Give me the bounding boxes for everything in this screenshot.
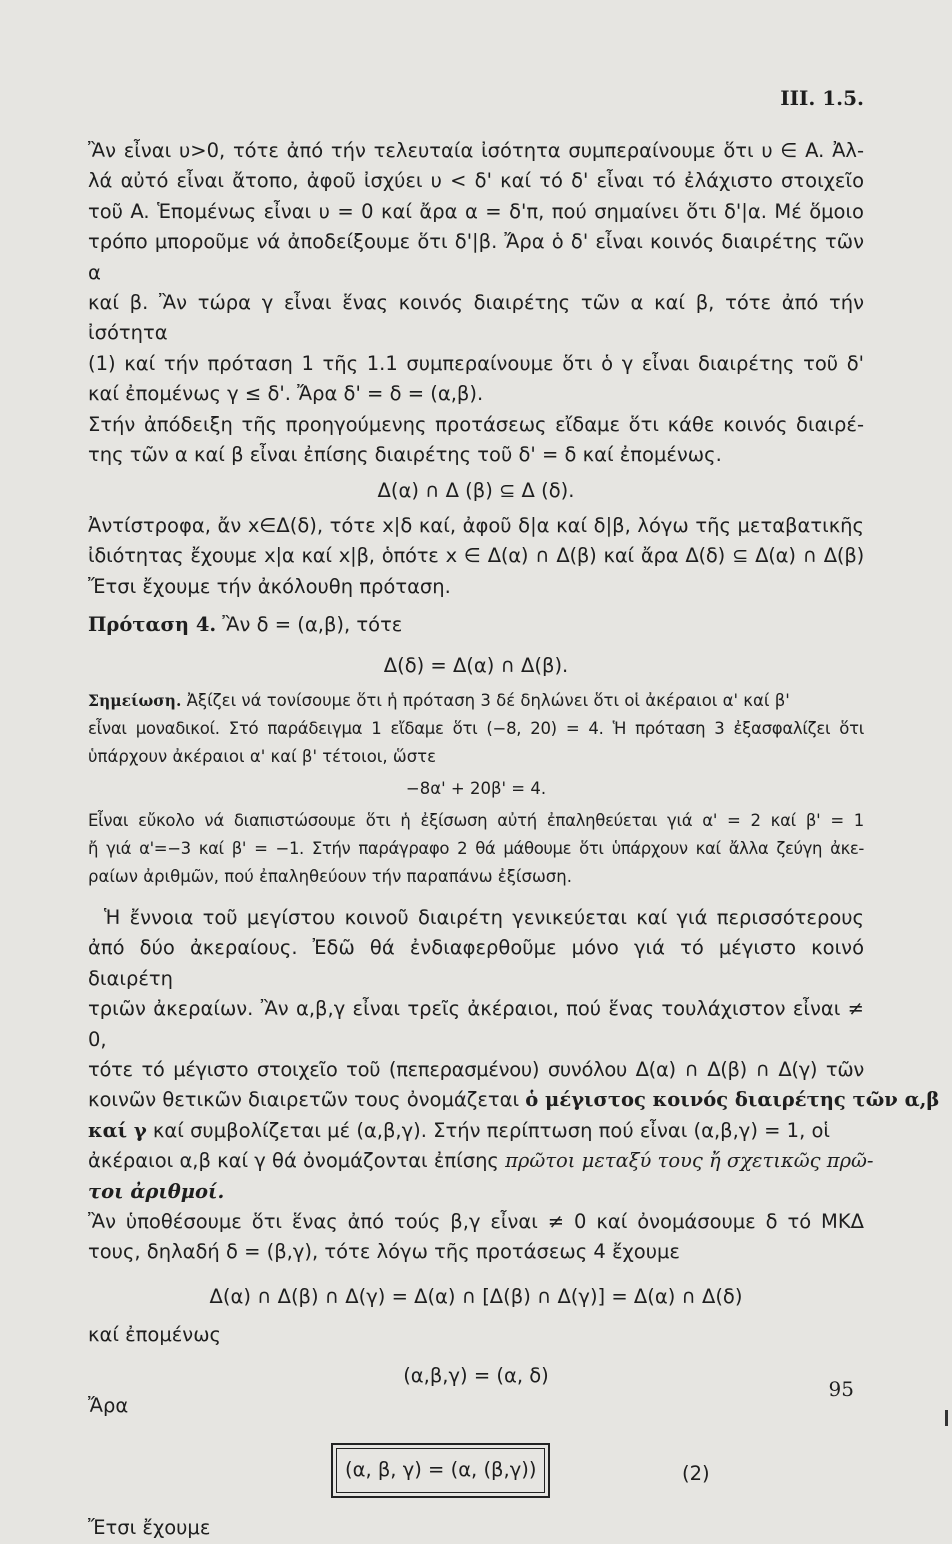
text-segment: ἀκέραιοι α,β καί γ θά ὀνομάζονται ἐπίσης xyxy=(88,1149,506,1173)
mkd-paragraph xyxy=(88,1207,864,1421)
section-header: III. 1.5. xyxy=(780,86,864,110)
note-line: εἶναι μοναδικοί. Στό παράδειγμα 1 εἴδαμε ὅτι (−8, 20) = 4. Ἡ πρόταση 3 ἐξασφαλίζει ὅτι xyxy=(88,718,864,738)
note-line xyxy=(88,687,864,715)
page-number: 95 xyxy=(828,1377,854,1401)
equation-number: (2) xyxy=(682,1462,710,1486)
text-line: Ἂν ὑποθέσουμε ὅτι ἕνας ἀπό τούς β,γ εἶναι ≠ 0 καί ὀνομάσουμε δ τό ΜΚΔ xyxy=(88,1209,864,1233)
text-line: καί β. Ἂν τώρα γ εἶναι ἕνας κοινός διαιρέτης τῶν α καί β, τότε ἀπό τήν ἰσότητα xyxy=(88,291,864,345)
text-line xyxy=(88,1177,864,1207)
text-line: τους, δηλαδή δ = (β,γ), τότε λόγω τῆς προτάσεως 4 ἔχουμε xyxy=(88,1240,680,1264)
text-line: (1) καί τήν πρόταση 1 τῆς 1.1 συμπεραίνουμε ὅτι ὁ γ εἶναι διαιρέτης τοῦ δ' xyxy=(88,351,864,375)
note-label: Σημείωση. xyxy=(88,690,182,710)
text-line: τριῶν ἀκεραίων. Ἂν α,β,γ εἶναι τρεῖς ἀκέραιοι, πού ἕνας τουλάχιστον εἶναι ≠ 0, xyxy=(88,997,864,1051)
text-line xyxy=(88,1146,874,1176)
text-line: ἰδιότητας ἔχουμε x|α καί x|β, ὁπότε x ∈ Δ(α) ∩ Δ(β) καί ἄρα Δ(δ) ⊆ Δ(α) ∩ Δ(β) xyxy=(88,544,864,568)
text-line: της τῶν α καί β εἶναι ἐπίσης διαιρέτης τοῦ δ' = δ καί ἐπομένως. xyxy=(88,443,722,467)
proposition-4 xyxy=(88,610,864,640)
text-line: ἀπό δύο ἀκεραίους. Ἐδῶ θά ἐνδιαφερθοῦμε μόνο γιά τό μέγιστο κοινό διαιρέτη xyxy=(88,936,864,990)
proposition-formula: Δ(δ) = Δ(α) ∩ Δ(β). xyxy=(383,653,569,677)
italic-term: πρῶτοι μεταξύ τους ἤ σχετικῶς πρῶ- xyxy=(505,1149,874,1173)
formula-inclusion: Δ(α) ∩ Δ (β) ⊆ Δ (δ). xyxy=(377,479,575,503)
proposition-label: Πρόταση 4. xyxy=(88,613,217,637)
text-line: Ἄρα xyxy=(88,1394,129,1417)
note-line: Εἶναι εὔκολο νά διαπιστώσουμε ὅτι ἡ ἐξίσωση αὐτή ἐπαληθεύεται γιά α' = 2 καί β' = 1 xyxy=(88,810,864,830)
text-line: τρόπο μποροῦμε νά ἀποδείξουμε ὅτι δ'|β. Ἄρα ὁ δ' εἶναι κοινός διαιρέτης τῶν α xyxy=(88,230,864,284)
boxed-equation-row xyxy=(88,1443,864,1503)
note-block xyxy=(88,687,864,891)
boxed-equation xyxy=(331,1443,550,1497)
text-line: καί ἐπομένως γ ≤ δ'. Ἄρα δ' = δ = (α,β). xyxy=(88,382,484,406)
note-line: ἤ γιά α'=−3 καί β' = −1. Στήν παράγραφο 2 θά μάθουμε ὅτι ὑπάρχουν καί ἄλλα ζεύγη ἀκε- xyxy=(88,838,864,858)
text-line: λά αὐτό εἶναι ἄτοπο, ἀφοῦ ἰσχύει υ < δ' καί τό δ' εἶναι τό ἐλάχιστο στοιχεῖο xyxy=(88,169,864,193)
text-body xyxy=(88,136,940,1544)
note-line: ραίων ἀριθμῶν, πού ἐπαληθεύουν τήν παραπάνω ἐξίσωση. xyxy=(88,866,572,886)
text-line: Ἀντίστροφα, ἄν x∈Δ(δ), τότε x|δ καί, ἀφοῦ δ|α καί δ|β, λόγω τῆς μεταβατικῆς xyxy=(88,513,864,537)
text-line: τοῦ A. Ἑπομένως εἶναι υ = 0 καί ἄρα α = δ'π, πού σημαίνει ὅτι δ'|α. Μέ ὅμοιο xyxy=(88,199,864,223)
formula-intersection: Δ(α) ∩ Δ(β) ∩ Δ(γ) = Δ(α) ∩ [Δ(β) ∩ Δ(γ)] = Δ(α) ∩ Δ(δ) xyxy=(209,1284,743,1308)
proposition-text: Ἂν δ = (α,β), τότε xyxy=(216,613,403,637)
text-line: Στήν ἀπόδειξη τῆς προηγούμενης προτάσεως εἴδαμε ὅτι κάθε κοινός διαιρέ- xyxy=(88,412,864,436)
note-line: ὑπάρχουν ἀκέραιοι α' καί β' τέτοιοι, ὥστε xyxy=(88,746,436,766)
boxed-formula: (α, β, γ) = (α, (β,γ)) xyxy=(336,1448,545,1492)
italic-term: τοι ἀριθμοί. xyxy=(88,1179,225,1203)
text-line: Ἂν εἶναι υ>0, τότε ἀπό τήν τελευταία ἰσότητα συμπεραίνουμε ὅτι υ ∈ A. Ἀλ- xyxy=(88,139,864,162)
generalization-paragraph xyxy=(88,903,940,1207)
definition-term: καί γ xyxy=(88,1118,147,1142)
formula-gcd: (α,β,γ) = (α, δ) xyxy=(403,1363,549,1387)
note-formula: −8α' + 20β' = 4. xyxy=(405,778,547,798)
text-line xyxy=(88,1116,864,1146)
text-line: Ἔτσι ἔχουμε τήν ἀκόλουθη πρόταση. xyxy=(88,574,451,598)
text-line: Ἔτσι ἔχουμε xyxy=(88,1516,211,1540)
text-line: Ἡ ἔννοια τοῦ μεγίστου κοινοῦ διαιρέτη γενικεύεται καί γιά περισσότερους xyxy=(104,905,864,929)
text-line xyxy=(88,1085,940,1115)
note-text: Ἀξίζει νά τονίσουμε ὅτι ἡ πρόταση 3 δέ δηλώνει ὅτι οἱ ἀκέραιοι α' καί β' xyxy=(181,690,790,710)
text-segment: κοινῶν θετικῶν διαιρετῶν τους ὀνομάζεται xyxy=(88,1088,526,1112)
margin-mark xyxy=(945,1410,948,1426)
text-line: καί ἐπομένως xyxy=(88,1323,221,1347)
text-line: τότε τό μέγιστο στοιχεῖο τοῦ (πεπερασμένου) συνόλου Δ(α) ∩ Δ(β) ∩ Δ(γ) τῶν xyxy=(88,1057,864,1081)
text-segment: καί συμβολίζεται μέ (α,β,γ). Στήν περίπτωση πού εἶναι (α,β,γ) = 1, οἱ xyxy=(146,1118,831,1142)
definition-term: ὁ μέγιστος κοινός διαιρέτης τῶν α,β xyxy=(525,1088,940,1112)
